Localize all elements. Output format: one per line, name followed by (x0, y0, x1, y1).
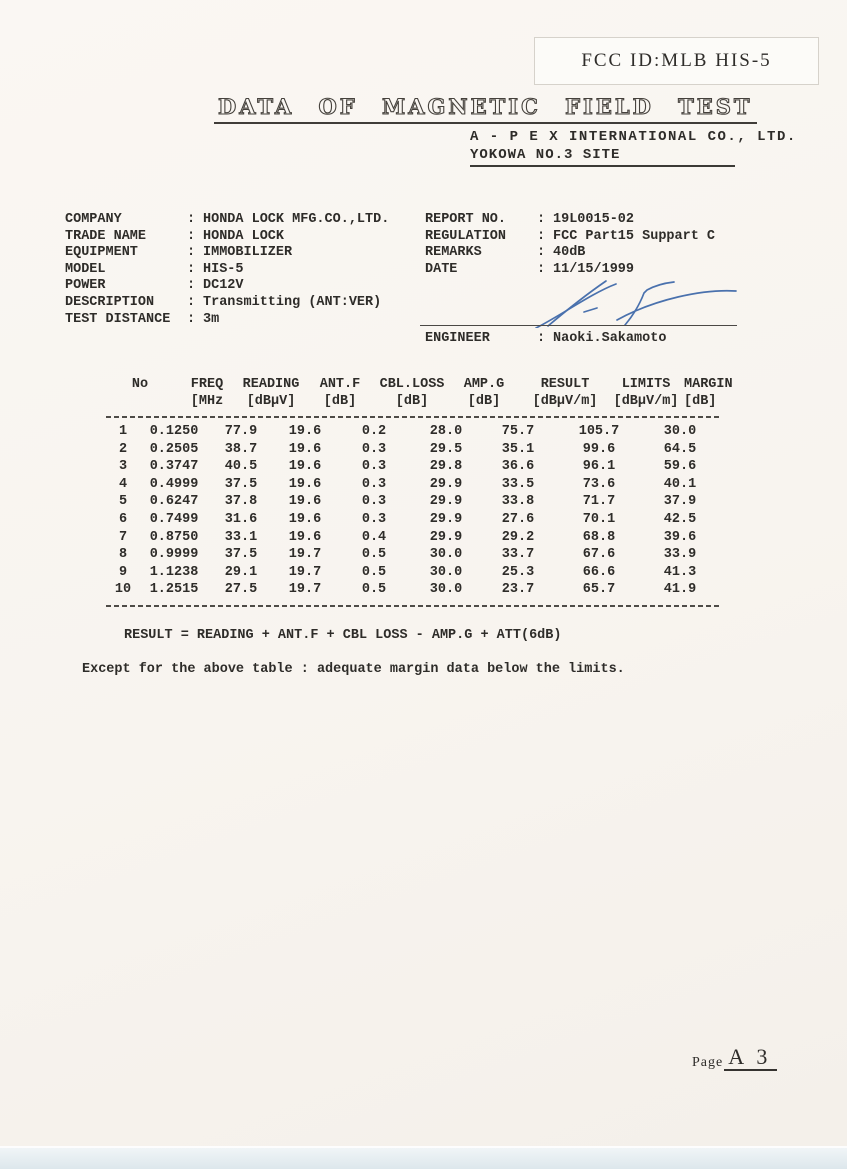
cell-result: 35.1 (501, 441, 535, 457)
colon-separator: : (537, 245, 546, 261)
cell-result: 27.6 (501, 511, 535, 527)
cell-margin: 33.9 (663, 547, 697, 563)
cell-cblloss: 0.3 (361, 494, 387, 510)
table-row (106, 529, 722, 547)
table-header-cell: MARGIN (684, 377, 733, 392)
info-row (65, 278, 389, 295)
cell-result: 29.2 (501, 529, 535, 545)
colon-separator: : (537, 212, 546, 227)
cell-reading: 37.8 (224, 494, 258, 510)
cell-cblloss: 0.5 (361, 547, 387, 563)
cell-reading: 40.5 (224, 459, 258, 475)
lab-site: YOKOWA NO.3 SITE (470, 147, 735, 167)
info-value: Naoki.Sakamoto (553, 331, 667, 346)
info-label: REGULATION (425, 228, 507, 244)
cell-antf: 19.6 (288, 494, 322, 510)
info-row (65, 212, 389, 229)
cell-cblloss: 0.3 (361, 459, 387, 475)
info-row (425, 229, 715, 246)
table-unit-cell: [dBμV/m] (613, 393, 679, 409)
cell-freq: 0.8750 (149, 529, 199, 545)
cell-ampg: 30.0 (429, 564, 463, 580)
table-unit-cell: [dB] (467, 393, 501, 409)
info-label: ENGINEER (425, 331, 490, 346)
cell-margin: 41.9 (663, 582, 697, 598)
info-row (65, 295, 389, 312)
cell-ampg: 29.8 (429, 459, 463, 475)
info-label: MODEL (65, 261, 106, 277)
cell-freq: 0.2505 (149, 441, 199, 457)
table-unit-cell: [dB] (323, 393, 357, 409)
cell-no: 10 (114, 582, 132, 598)
table-unit-cell: [dB] (684, 393, 717, 409)
table-units-row (106, 394, 722, 411)
table-unit-cell (106, 394, 174, 411)
info-value: FCC Part15 Suppart C (553, 228, 716, 244)
table-row (106, 511, 722, 529)
cell-cblloss: 0.2 (361, 424, 387, 439)
info-value: IMMOBILIZER (203, 245, 293, 261)
result-formula: RESULT = READING + ANT.F + CBL LOSS - AMP.G + ATT(6dB) (124, 628, 562, 643)
cell-freq: 0.9999 (149, 547, 199, 563)
info-value: 11/15/1999 (553, 261, 635, 277)
info-value: HONDA LOCK (203, 228, 285, 244)
cell-margin: 39.6 (663, 529, 697, 545)
info-label: POWER (65, 278, 106, 294)
cell-reading: 33.1 (224, 529, 258, 545)
colon-separator: : (187, 278, 196, 294)
info-value: Transmitting (ANT:VER) (203, 294, 382, 310)
info-row (425, 245, 715, 262)
info-value: 40dB (553, 245, 586, 261)
lab-name: A - P E X INTERNATIONAL CO., LTD. (470, 129, 797, 145)
cell-no: 7 (118, 529, 128, 545)
cell-limits: 66.6 (582, 564, 616, 580)
cell-reading: 38.7 (224, 441, 258, 457)
table-body (106, 423, 722, 599)
page-label: Page (692, 1055, 724, 1070)
table-header-cell: READING (242, 377, 300, 392)
info-label: DESCRIPTION (65, 294, 155, 310)
colon-separator: : (537, 261, 546, 277)
table-unit-cell: [dBμV] (246, 393, 296, 409)
table-separator-bottom (106, 605, 722, 607)
cell-limits: 96.1 (582, 459, 616, 475)
cell-freq: 0.3747 (149, 459, 199, 475)
table-unit-cell: [dB] (395, 393, 429, 409)
cell-limits: 105.7 (578, 424, 620, 439)
cell-antf: 19.6 (288, 529, 322, 545)
cell-result: 36.6 (501, 459, 535, 475)
cell-antf: 19.6 (288, 476, 322, 492)
cell-antf: 19.7 (288, 547, 322, 563)
colon-separator: : (187, 311, 196, 327)
info-row (425, 212, 715, 229)
info-label: DATE (425, 261, 458, 277)
fcc-id-box (534, 37, 819, 85)
table-header-row (106, 377, 733, 394)
cell-freq: 1.1238 (149, 564, 199, 580)
cell-ampg: 29.9 (429, 494, 463, 510)
margin-note: Except for the above table : adequate margin data below the limits. (82, 662, 625, 677)
cell-no: 4 (118, 476, 128, 492)
cell-cblloss: 0.3 (361, 441, 387, 457)
table-row (106, 546, 722, 564)
colon-separator: : (187, 294, 196, 310)
cell-freq: 0.1250 (149, 424, 199, 439)
cell-antf: 19.6 (288, 459, 322, 475)
table-separator-top (106, 416, 722, 418)
cell-freq: 0.7499 (149, 511, 199, 527)
measurement-table (106, 377, 733, 612)
scan-edge-band (0, 1146, 847, 1169)
report-info-block (425, 212, 715, 278)
info-value: DC12V (203, 278, 244, 294)
info-value: HIS-5 (203, 261, 244, 277)
colon-separator: : (187, 245, 196, 261)
table-row (106, 441, 722, 459)
cell-cblloss: 0.4 (361, 529, 387, 545)
cell-antf: 19.6 (288, 511, 322, 527)
table-unit-cell: [MHz (190, 393, 224, 409)
cell-limits: 68.8 (582, 529, 616, 545)
cell-result: 33.5 (501, 476, 535, 492)
cell-margin: 30.0 (663, 424, 697, 439)
cell-margin: 40.1 (663, 476, 697, 492)
cell-reading: 27.5 (224, 582, 258, 598)
info-row (65, 229, 389, 246)
cell-margin: 41.3 (663, 564, 697, 580)
cell-reading: 77.9 (224, 424, 258, 439)
table-header-cell: AMP.G (463, 377, 505, 392)
cell-antf: 19.7 (288, 582, 322, 598)
table-header-cell: ANT.F (319, 377, 361, 392)
cell-no: 9 (118, 564, 128, 580)
cell-cblloss: 0.3 (361, 511, 387, 527)
info-label: TEST DISTANCE (65, 311, 171, 327)
engineer-signature (420, 276, 740, 328)
cell-result: 75.7 (501, 424, 535, 439)
cell-no: 2 (118, 441, 128, 457)
cell-result: 23.7 (501, 582, 535, 598)
cell-limits: 71.7 (582, 494, 616, 510)
table-header-cell: LIMITS (621, 377, 671, 392)
cell-margin: 64.5 (663, 441, 697, 457)
cell-reading: 37.5 (224, 547, 258, 563)
info-value: 3m (203, 311, 220, 327)
info-row (65, 245, 389, 262)
table-row (106, 458, 722, 476)
cell-result: 25.3 (501, 564, 535, 580)
signature-line (420, 325, 737, 326)
cell-antf: 19.7 (288, 564, 322, 580)
colon-separator: : (187, 212, 196, 227)
cell-freq: 1.2515 (149, 582, 199, 598)
info-row (65, 312, 389, 329)
table-header-cell: No (131, 377, 149, 392)
cell-limits: 65.7 (582, 582, 616, 598)
cell-cblloss: 0.5 (361, 582, 387, 598)
cell-ampg: 29.9 (429, 529, 463, 545)
cell-cblloss: 0.5 (361, 564, 387, 580)
cell-limits: 99.6 (582, 441, 616, 457)
cell-limits: 73.6 (582, 476, 616, 492)
table-row (106, 564, 722, 582)
equipment-info-block (65, 212, 389, 328)
cell-margin: 59.6 (663, 459, 697, 475)
info-label: COMPANY (65, 212, 122, 227)
cell-antf: 19.6 (288, 424, 322, 439)
cell-no: 3 (118, 459, 128, 475)
info-label: TRADE NAME (65, 228, 147, 244)
cell-no: 1 (118, 424, 128, 439)
cell-no: 8 (118, 547, 128, 563)
cell-freq: 0.4999 (149, 476, 199, 492)
table-row (106, 476, 722, 494)
lab-header (470, 129, 797, 167)
table-header-cell: CBL.LOSS (379, 377, 445, 392)
cell-ampg: 28.0 (429, 424, 463, 439)
info-row (65, 262, 389, 279)
cell-no: 5 (118, 494, 128, 510)
cell-limits: 67.6 (582, 547, 616, 563)
cell-result: 33.7 (501, 547, 535, 563)
cell-margin: 42.5 (663, 511, 697, 527)
cell-result: 33.8 (501, 494, 535, 510)
cell-ampg: 29.9 (429, 511, 463, 527)
cell-reading: 31.6 (224, 511, 258, 527)
cell-margin: 37.9 (663, 494, 697, 510)
document-title: DATA OF MAGNETIC FIELD TEST (214, 94, 757, 124)
cell-ampg: 30.0 (429, 547, 463, 563)
colon-separator: : (187, 228, 196, 244)
cell-cblloss: 0.3 (361, 476, 387, 492)
cell-ampg: 29.9 (429, 476, 463, 492)
cell-antf: 19.6 (288, 441, 322, 457)
table-row (106, 423, 722, 441)
cell-limits: 70.1 (582, 511, 616, 527)
cell-ampg: 29.5 (429, 441, 463, 457)
cell-reading: 37.5 (224, 476, 258, 492)
table-unit-cell: [dBμV/m] (532, 393, 598, 409)
colon-separator: : (187, 261, 196, 277)
colon-separator: : (537, 331, 546, 346)
table-header-cell: FREQ (190, 377, 224, 392)
cell-freq: 0.6247 (149, 494, 199, 510)
engineer-row (425, 331, 666, 348)
info-label: EQUIPMENT (65, 245, 138, 261)
table-row (106, 581, 722, 599)
table-row (106, 493, 722, 511)
info-value: 19L0015-02 (553, 212, 635, 227)
info-label: REMARKS (425, 245, 482, 261)
info-label: REPORT NO. (425, 212, 507, 227)
fcc-id-text: FCC ID:MLB HIS-5 (581, 50, 772, 71)
colon-separator: : (537, 228, 546, 244)
info-value: HONDA LOCK MFG.CO.,LTD. (203, 212, 390, 227)
page-number: A 3 (724, 1046, 777, 1071)
cell-ampg: 30.0 (429, 582, 463, 598)
page-footer (692, 1046, 777, 1071)
cell-no: 6 (118, 511, 128, 527)
cell-reading: 29.1 (224, 564, 258, 580)
table-header-cell: RESULT (540, 377, 590, 392)
